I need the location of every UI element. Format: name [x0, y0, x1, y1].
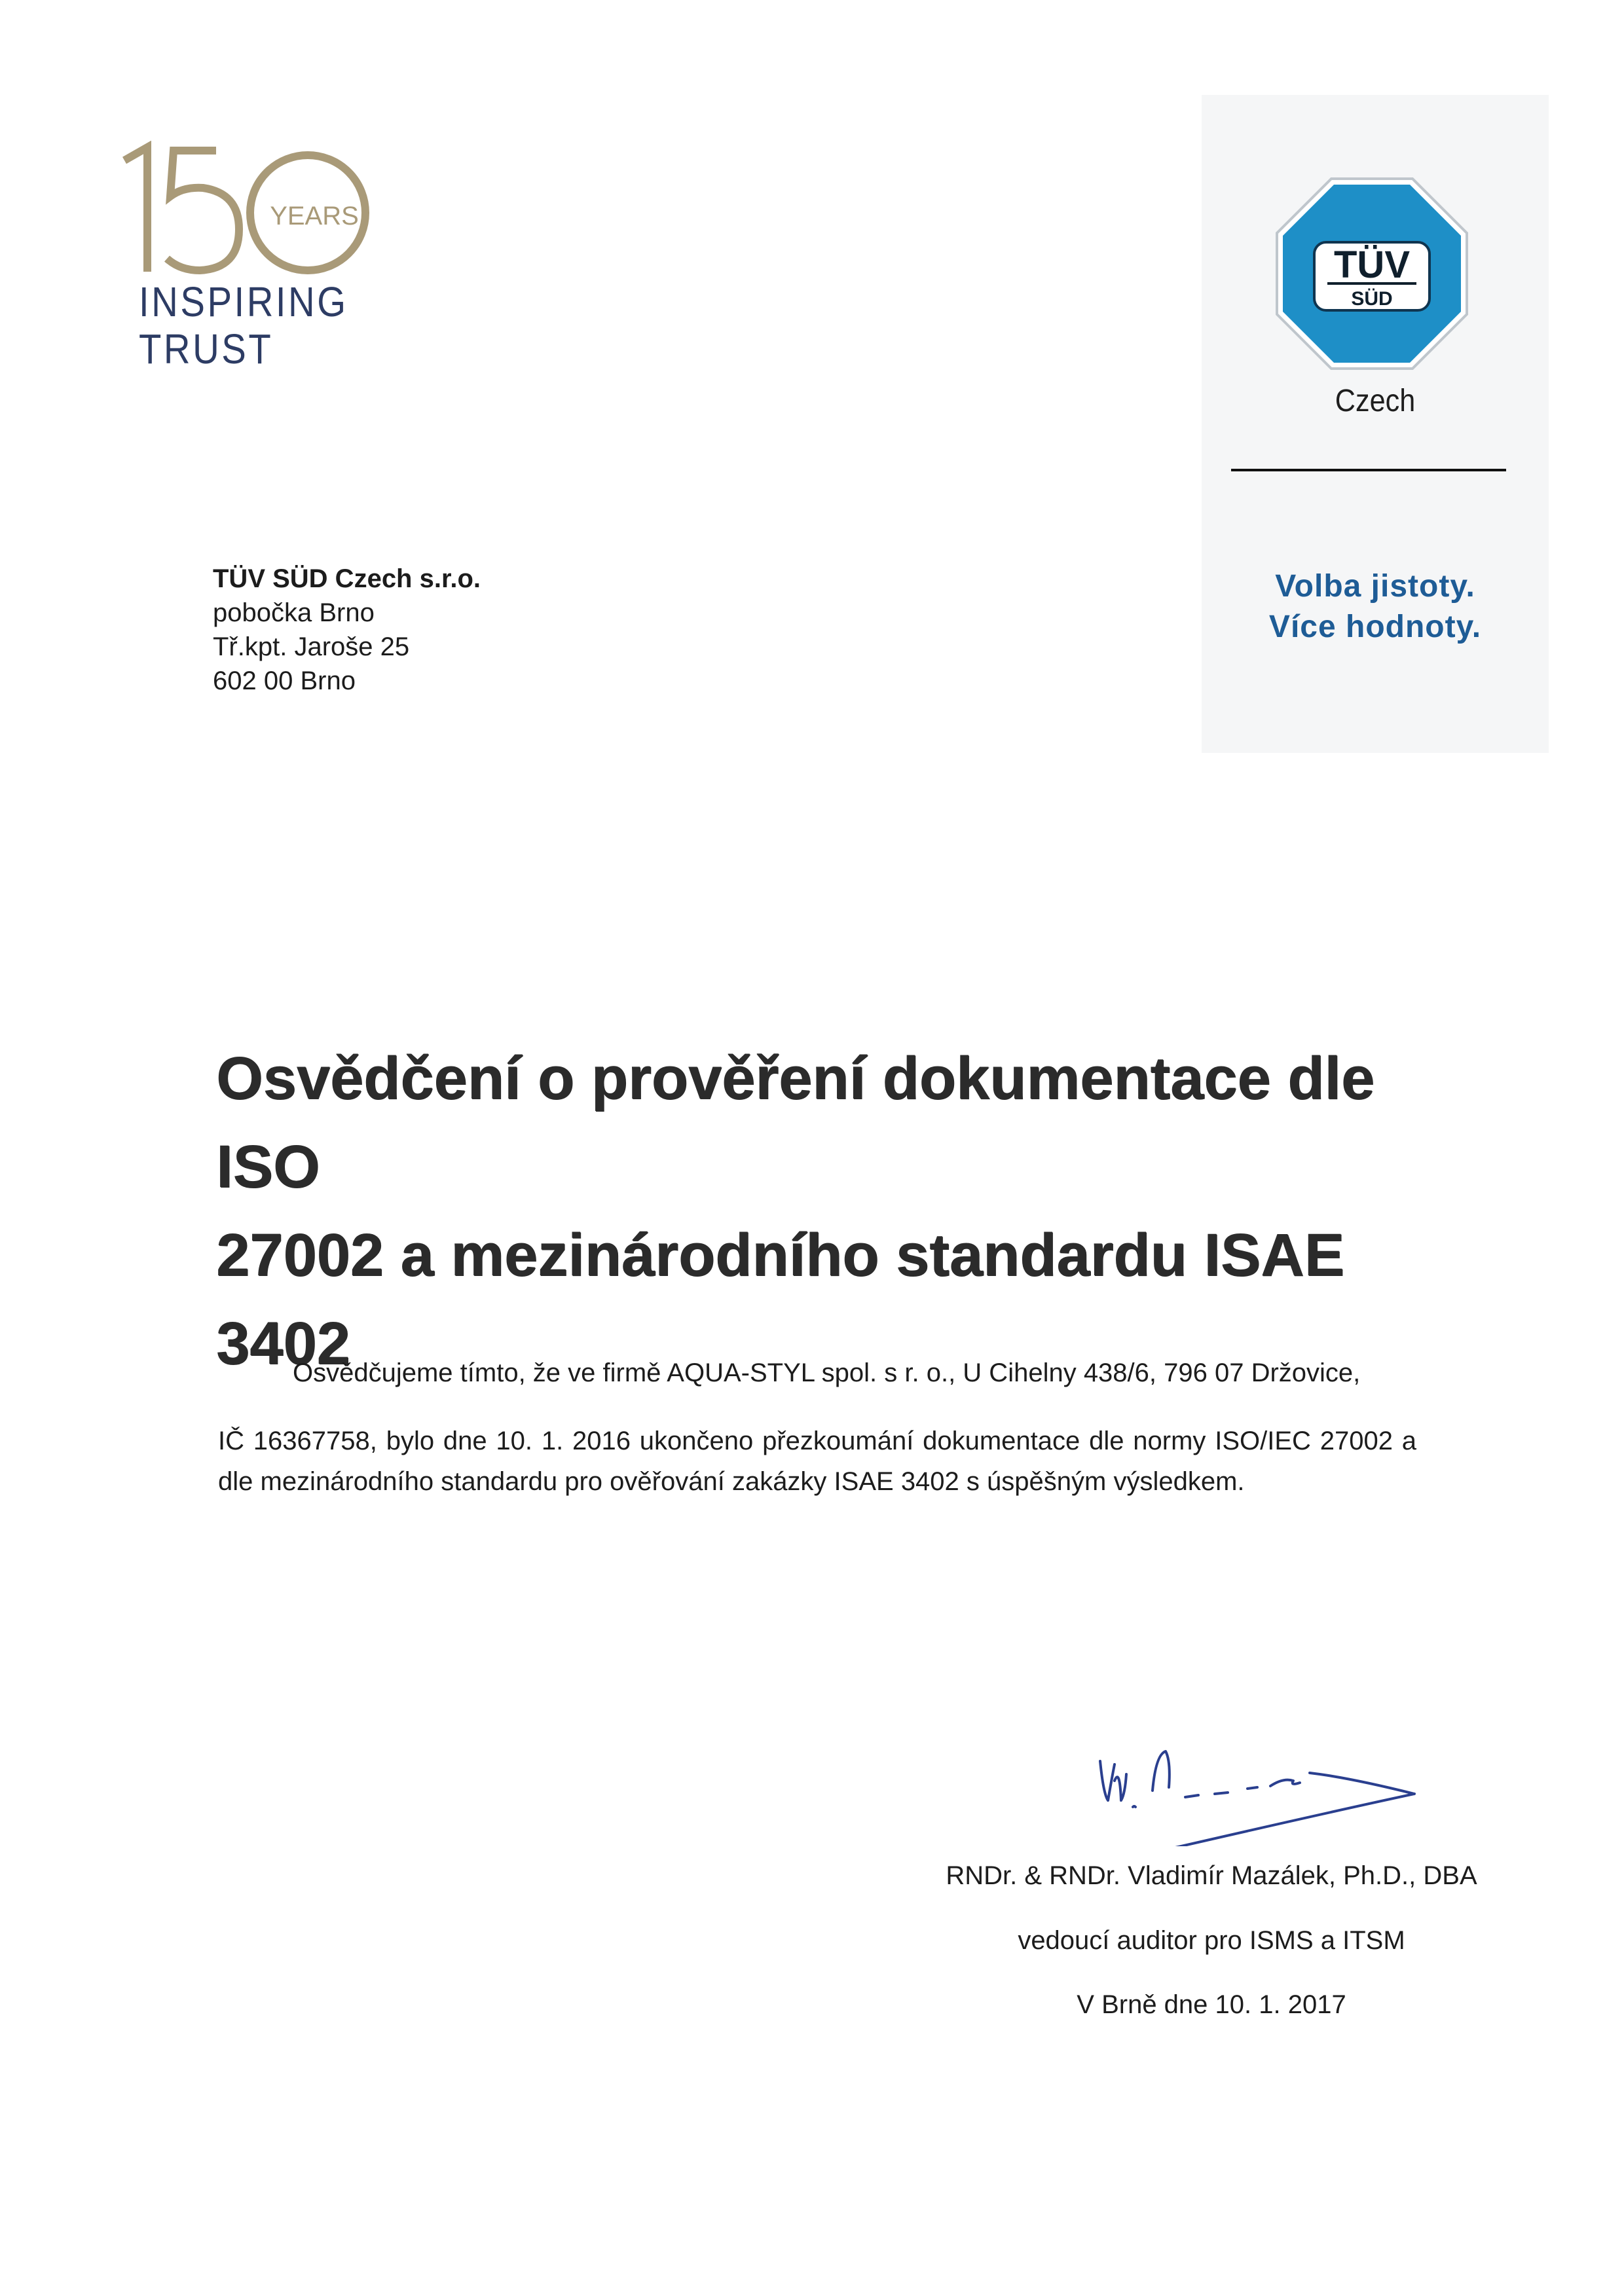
panel-divider: [1231, 469, 1506, 471]
tagline-line2: TRUST: [139, 325, 274, 373]
anniversary-tagline: [139, 278, 439, 373]
address-city: 602 00 Brno: [213, 666, 356, 695]
place-and-date: V Brně dne 10. 1. 2017: [1077, 1990, 1346, 2019]
anniversary-number-graphic: [118, 141, 380, 285]
address-branch: pobočka Brno: [213, 598, 375, 627]
body-paragraph-1: Osvědčujeme tímto, že ve firmě AQUA-STYL spol. s r. o., U Cihelny 438/6, 796 07 Držovice,: [293, 1358, 1361, 1387]
handwritten-signature: [1074, 1715, 1441, 1846]
address-company: TÜV SÜD Czech s.r.o.: [213, 564, 481, 593]
address-block: [213, 562, 481, 698]
logo-bottom-text: SÜD: [1351, 288, 1393, 310]
slogan-line1: Volba jistoty.: [1275, 569, 1475, 604]
slogan-line2: Více hodnoty.: [1268, 610, 1482, 644]
title-line1: Osvědčení o prověření dokumentace dle ISO: [216, 1045, 1375, 1200]
title-line2: 27002 a mezinárodního standardu ISAE 3402: [216, 1222, 1344, 1377]
anniversary-badge: YEARS: [270, 202, 359, 230]
body-paragraph-2: IČ 16367758, bylo dne 10. 1. 2016 ukončeno přezkoumání dokumentace dle normy ISO/IEC 27002 a dle mezinárodního standardu pro ověřování zakázky ISAE 3402 s úspěšným výsledkem.: [218, 1427, 1416, 1496]
signatory-name: RNDr. & RNDr. Vladimír Mazálek, Ph.D., DBA: [946, 1861, 1477, 1890]
logo-caption: Czech: [1335, 384, 1416, 418]
anniversary-logo: [118, 141, 380, 285]
signatory-role: vedoucí auditor pro ISMS a ITSM: [1018, 1926, 1405, 1955]
logo-top-text: TÜV: [1334, 244, 1410, 286]
document-title: [216, 1034, 1428, 1388]
address-street: Tř.kpt. Jaroše 25: [213, 632, 410, 661]
tagline-line1: INSPIRING: [139, 278, 348, 325]
tuv-sud-logo: [1274, 175, 1470, 372]
